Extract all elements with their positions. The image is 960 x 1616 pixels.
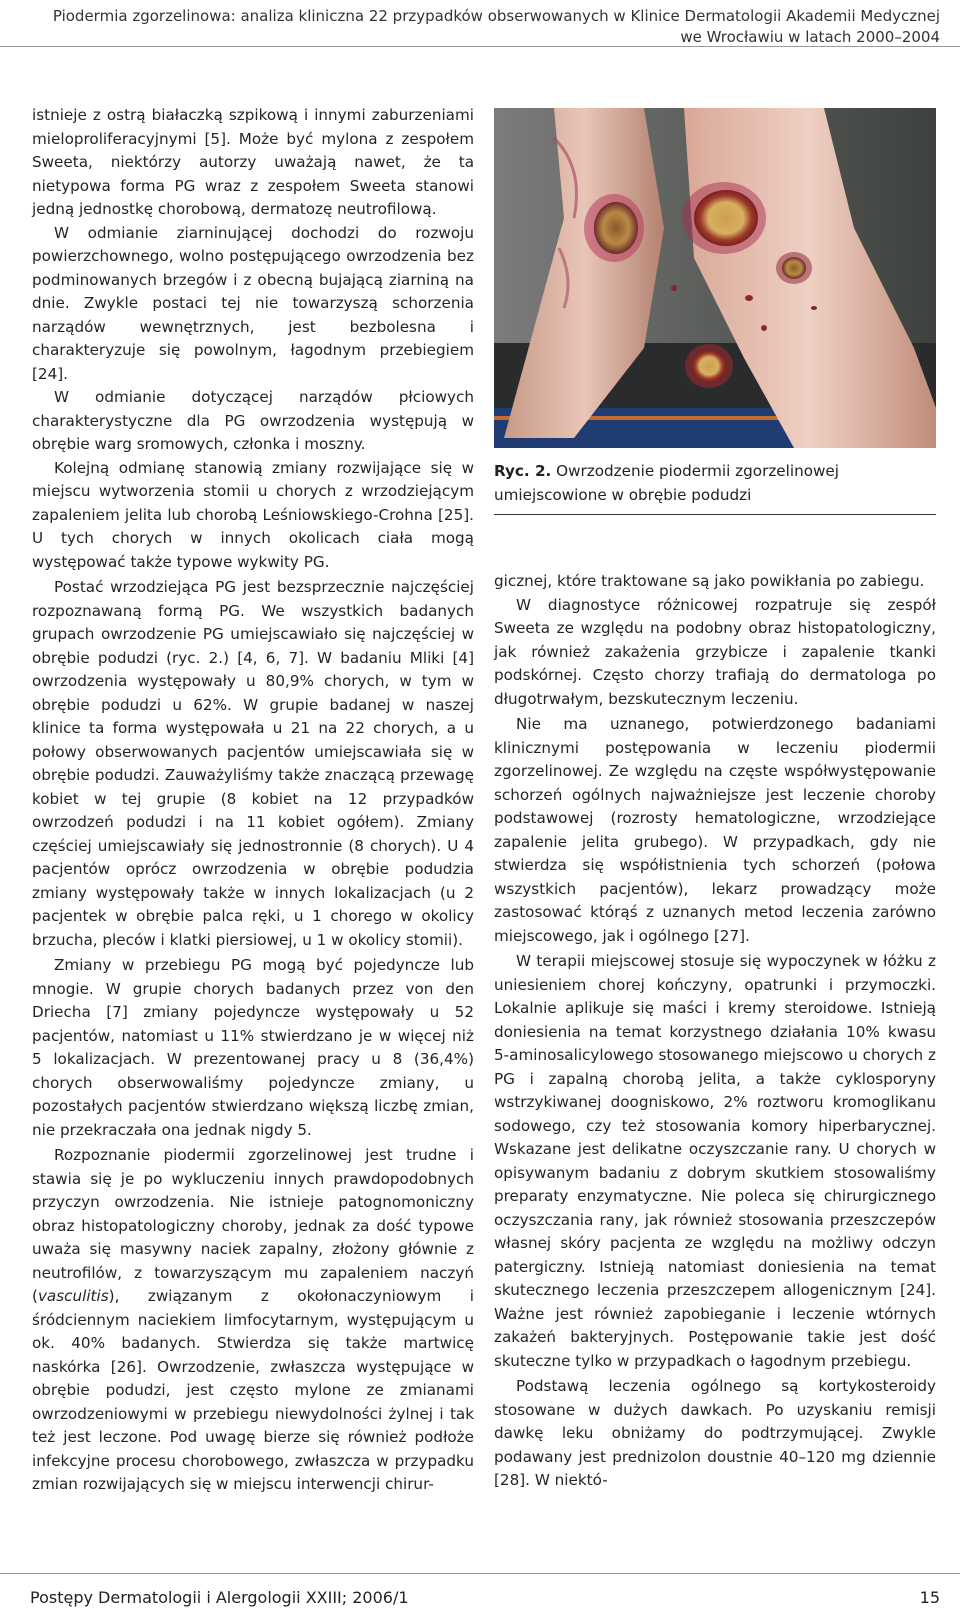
- clinical-photo-leg-ulcers: [494, 108, 936, 448]
- paragraph: Nie ma uznanego, potwierdzonego badaniami klinicznymi postępowania w leczeniu piodermii zgorzelinowej. Ze względu na częste współwystępowanie schorzeń ogólnych najważniejsze jest leczenie choroby podstawowej (rozrosty hematologiczne, wrzodziejące zapalenie jelita grubego). W przypadkach, gdy nie stwierdza się współistnienia tych schorzeń (połowa wszystkich pacjentów), lekarz prowadzący może zastosować którąś z uznanych metod leczenia zarówno miejscowego, jak i ogólnego [27].: [494, 715, 936, 945]
- paragraph: W odmianie ziarninującej dochodzi do rozwoju powierzchownego, wolno postępującego owrzodzenia bez podminowanych brzegów i z obecną bujającą ziarniną na dnie. Zwykle postaci tej nie towarzyszą schorzenia narządów wewnętrznych, jest bezbolesna i charakteryzuje się powolnym, łagodnym przebiegiem [24].: [32, 223, 474, 383]
- paragraph: W odmianie dotyczącej narządów płciowych charakterystyczne dla PG owrzodzenia występują w obrębie warg sromowych, członka i moszny.: [32, 388, 474, 453]
- paragraph: [32, 1144, 474, 1497]
- paragraph: gicznej, które traktowane są jako powikłania po zabiegu.: [494, 572, 925, 590]
- figure-caption: [494, 460, 936, 507]
- latin-term: vasculitis: [37, 1287, 109, 1305]
- right-column: [494, 570, 936, 1493]
- paragraph: Kolejną odmianę stanowią zmiany rozwijające się w miejscu wytworzenia stomii u chorych z wrzodziejącym zapaleniem jelita lub chorobą Leśniowskiego-Crohna [25]. U tych chorych w innych okolicach ciała mogą występować także typowe wykwity PG.: [32, 458, 474, 571]
- paragraph-text: ), związanym z okołonaczyniowym i śródciennym naciekiem limfocytarnym, występującym u ok. 40% badanych. Stwierdza się także martwicę naskórka [26]. Owrzodzenie, zwłaszcza występujące w obrębie podudzi, jest często mylone ze zmianami owrzodzeniowymi w przebiegu niewydolności żylnej i tak też jest leczone. Pod uwagę bierze się również podłoże infekcyjne procesu chorobowego, zwłaszcza w przypadku zmian rozwijających się w miejscu interwencji chirur-: [32, 1287, 474, 1493]
- page-number: 15: [919, 1588, 940, 1607]
- paragraph: W terapii miejscowej stosuje się wypoczynek w łóżku z uniesieniem chorej kończyny, opatrunki i przymoczki. Lokalnie aplikuje się maści i kremy steroidowe. Istnieją doniesienia na temat korzystnego działania 10% kwasu 5-aminosalicylowego stosowanego miejscowo u chorych z PG i zapalną chorobą jelita, a także cyklosporyny wstrzykiwanej doogniskowo, 2% roztworu kromoglikanu sodowego, czy też stosowania komory hiperbarycznej. Wskazane jest delikatne oczyszczanie rany. U chorych w opisywanym badaniu z dobrym skutkiem stosowaliśmy preparaty enzymatyczne. Nie poleca się chirurgicznego oczyszczania rany, jak również stosowania przeszczepów własnej skóry pacjenta ze względu na możliwy odczyn patergiczny. Istnieją natomiast doniesienia na temat skutecznego leczenia przeszczepem allogenicznym [24]. Ważne jest również zapobieganie i leczenie wtórnych zakażeń bakteryjnych. Postępowanie takie jest dość skuteczne tylko w przypadkach o łagodnym przebiegu.: [494, 952, 936, 1370]
- running-header-title: [20, 6, 940, 48]
- paragraph-text: Rozpoznanie piodermii zgorzelinowej jest trudne i stawia się je po wykluczeniu innych prawdopodobnych przyczyn owrzodzenia. Nie istnieje patognomoniczny obraz histopatologiczny choroby, jednak za dość typowe uważa się masywny naciek zapalny, złożony głównie z neutrofilów, z towarzyszącym mu zapaleniem naczyń (: [32, 1146, 474, 1305]
- figure-label: Ryc. 2.: [494, 462, 552, 480]
- figure-caption-text: Owrzodzenie piodermii zgorzelinowej umiejscowione w obrębie podudzi: [494, 462, 839, 504]
- header-line-2: we Wrocławiu w latach 2000–2004: [680, 28, 940, 46]
- paragraph: istnieje z ostrą białaczką szpikową i innymi zaburzeniami mieloproliferacyjnymi [5]. Może być mylona z zespołem Sweeta, niektórzy autorzy uważają nawet, że ta nietypowa forma PG wraz z zespołem Sweeta stanowi jedną jednostkę chorobową, dermatozę neutrofilową.: [32, 106, 474, 218]
- paragraph: Postać wrzodziejąca PG jest bezsprzecznie najczęściej rozpoznawaną formą PG. We wszystkich badanych grupach owrzodzenie PG umiejscawiało się najczęściej w obrębie podudzi (ryc. 2.) [4, 6, 7]. W badaniu Mliki [4] owrzodzenia występowały u 80,9% chorych, w tym w obrębie podudzi u 62%. W grupie badanej w naszej klinice ta forma występowała u 21 na 22 chorych, a u połowy obserwowanych pacjentów umiejscawiała się w obrębie podudzi. Zauważyliśmy także znaczącą przewagę kobiet w tej grupie (8 kobiet na 12 przypadków owrzodzeń podudzi i na 11 kobiet ogółem). Zmiany częściej umiejscawiały się jednostronnie (8 chorych). U 4 pacjentów oprócz owrzodzenia w obrębie podudzia zmiany występowały także w innych lokalizacjach (u 2 pacjentek w obrębie palca ręki, u 1 chorego w okolicy brzucha, pleców i klatki piersiowej, u 1 w okolicy stomii).: [32, 578, 474, 949]
- paragraph: Zmiany w przebiegu PG mogą być pojedyncze lub mnogie. W grupie chorych badanych przez von den Driecha [7] zmiany pojedyncze występowały u 52 pacjentów, natomiast u 11% stwierdzano je w więcej niż 5 lokalizacjach. W prezentowanej pracy u 8 (36,4%) chorych obserwowaliśmy pojedyncze zmiany, u pozostałych pacjentów stwierdzano większą liczbę zmian, nie przekraczała ona jednak nigdy 5.: [32, 956, 474, 1139]
- running-header: [0, 0, 960, 47]
- paragraph: W diagnostyce różnicowej rozpatruje się zespół Sweeta ze względu na podobny obraz histopatologiczny, jak również zakażenia grzybicze i zapalenie tkanki podskórnej. Często chorzy trafiają do dermatologa po długotrwałym, bezskutecznym leczeniu.: [494, 595, 936, 708]
- journal-citation: Postępy Dermatologii i Alergologii XXIII; 2006/1: [30, 1588, 409, 1607]
- header-line-1: Piodermia zgorzelinowa: analiza kliniczna 22 przypadków obserwowanych w Klinice Dermatologii Akademii Medycznej: [52, 7, 940, 25]
- paragraph: Podstawą leczenia ogólnego są kortykosteroidy stosowane w dużych dawkach. Po uzyskaniu remisji dawkę leku obniżamy do podtrzymującej. Zwykle podawany jest prednizolon doustnie 40–120 mg dziennie [28]. W niektó-: [494, 1377, 936, 1489]
- left-column: [32, 104, 474, 1497]
- caption-divider: [494, 514, 936, 515]
- running-footer: [0, 1573, 960, 1616]
